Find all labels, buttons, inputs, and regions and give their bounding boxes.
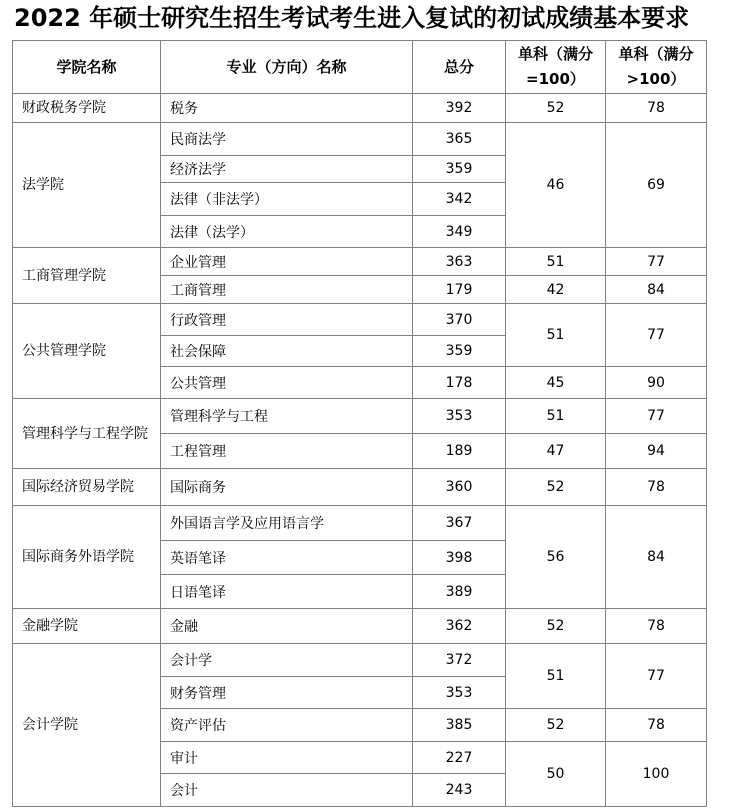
table-row <box>13 94 707 123</box>
college-name: 会计学院 <box>13 644 161 807</box>
single-subject-over-100: 78 <box>606 469 707 506</box>
page-title: 2022 年硕士研究生招生考试考生进入复试的初试成绩基本要求 <box>14 4 690 32</box>
major-name: 工程管理 <box>161 434 413 469</box>
total-score: 359 <box>413 156 506 183</box>
table-row <box>13 609 707 644</box>
single-subject-over-100: 90 <box>606 367 707 399</box>
major-name: 民商法学 <box>161 123 413 156</box>
total-score: 398 <box>413 541 506 575</box>
single-subject-100: 51 <box>506 644 606 709</box>
single-subject-over-100: 84 <box>606 276 707 304</box>
major-name: 法律（非法学） <box>161 183 413 216</box>
major-name: 外国语言学及应用语言学 <box>161 506 413 541</box>
single-subject-over-100: 77 <box>606 248 707 276</box>
header-row <box>13 41 707 94</box>
total-score: 349 <box>413 216 506 248</box>
total-score: 392 <box>413 94 506 123</box>
single-subject-over-100: 77 <box>606 304 707 367</box>
major-name: 资产评估 <box>161 709 413 742</box>
total-score: 363 <box>413 248 506 276</box>
single-subject-over-100: 78 <box>606 709 707 742</box>
single-subject-100: 52 <box>506 94 606 123</box>
major-name: 会计 <box>161 774 413 807</box>
table-body <box>13 94 707 807</box>
single-subject-100: 56 <box>506 506 606 609</box>
total-score: 353 <box>413 677 506 709</box>
total-score: 178 <box>413 367 506 399</box>
header-college: 学院名称 <box>13 41 161 94</box>
table-row <box>13 644 707 677</box>
college-name: 公共管理学院 <box>13 304 161 399</box>
college-name: 国际经济贸易学院 <box>13 469 161 506</box>
major-name: 社会保障 <box>161 336 413 367</box>
single-subject-100: 42 <box>506 276 606 304</box>
single-subject-100: 51 <box>506 304 606 367</box>
total-score: 389 <box>413 575 506 609</box>
table-row <box>13 469 707 506</box>
college-name: 工商管理学院 <box>13 248 161 304</box>
table-row <box>13 123 707 156</box>
major-name: 国际商务 <box>161 469 413 506</box>
major-name: 工商管理 <box>161 276 413 304</box>
single-subject-100: 51 <box>506 248 606 276</box>
total-score: 189 <box>413 434 506 469</box>
single-subject-100: 52 <box>506 609 606 644</box>
total-score: 360 <box>413 469 506 506</box>
single-subject-over-100: 77 <box>606 399 707 434</box>
major-name: 会计学 <box>161 644 413 677</box>
single-subject-over-100: 78 <box>606 609 707 644</box>
single-subject-100: 52 <box>506 709 606 742</box>
total-score: 365 <box>413 123 506 156</box>
header-single-over-100: 单科（满分>100） <box>606 41 707 94</box>
total-score: 353 <box>413 399 506 434</box>
table-row <box>13 304 707 336</box>
major-name: 日语笔译 <box>161 575 413 609</box>
major-name: 企业管理 <box>161 248 413 276</box>
single-subject-100: 52 <box>506 469 606 506</box>
total-score: 372 <box>413 644 506 677</box>
major-name: 管理科学与工程 <box>161 399 413 434</box>
total-score: 370 <box>413 304 506 336</box>
total-score: 243 <box>413 774 506 807</box>
major-name: 财务管理 <box>161 677 413 709</box>
single-subject-100: 51 <box>506 399 606 434</box>
header-major: 专业（方向）名称 <box>161 41 413 94</box>
score-requirements-table <box>12 40 707 807</box>
total-score: 385 <box>413 709 506 742</box>
total-score: 342 <box>413 183 506 216</box>
table-row <box>13 506 707 541</box>
single-subject-over-100: 69 <box>606 123 707 248</box>
header-total: 总分 <box>413 41 506 94</box>
single-subject-over-100: 84 <box>606 506 707 609</box>
total-score: 227 <box>413 742 506 774</box>
major-name: 法律（法学） <box>161 216 413 248</box>
college-name: 金融学院 <box>13 609 161 644</box>
college-name: 财政税务学院 <box>13 94 161 123</box>
single-subject-100: 47 <box>506 434 606 469</box>
table-row <box>13 399 707 434</box>
major-name: 公共管理 <box>161 367 413 399</box>
single-subject-100: 45 <box>506 367 606 399</box>
single-subject-100: 50 <box>506 742 606 807</box>
single-subject-100: 46 <box>506 123 606 248</box>
major-name: 税务 <box>161 94 413 123</box>
college-name: 管理科学与工程学院 <box>13 399 161 469</box>
major-name: 经济法学 <box>161 156 413 183</box>
college-name: 国际商务外语学院 <box>13 506 161 609</box>
major-name: 行政管理 <box>161 304 413 336</box>
table-row <box>13 248 707 276</box>
total-score: 362 <box>413 609 506 644</box>
single-subject-over-100: 78 <box>606 94 707 123</box>
major-name: 金融 <box>161 609 413 644</box>
single-subject-over-100: 77 <box>606 644 707 709</box>
total-score: 367 <box>413 506 506 541</box>
total-score: 359 <box>413 336 506 367</box>
major-name: 英语笔译 <box>161 541 413 575</box>
single-subject-over-100: 100 <box>606 742 707 807</box>
major-name: 审计 <box>161 742 413 774</box>
header-single-100: 单科（满分=100） <box>506 41 606 94</box>
single-subject-over-100: 94 <box>606 434 707 469</box>
college-name: 法学院 <box>13 123 161 248</box>
total-score: 179 <box>413 276 506 304</box>
